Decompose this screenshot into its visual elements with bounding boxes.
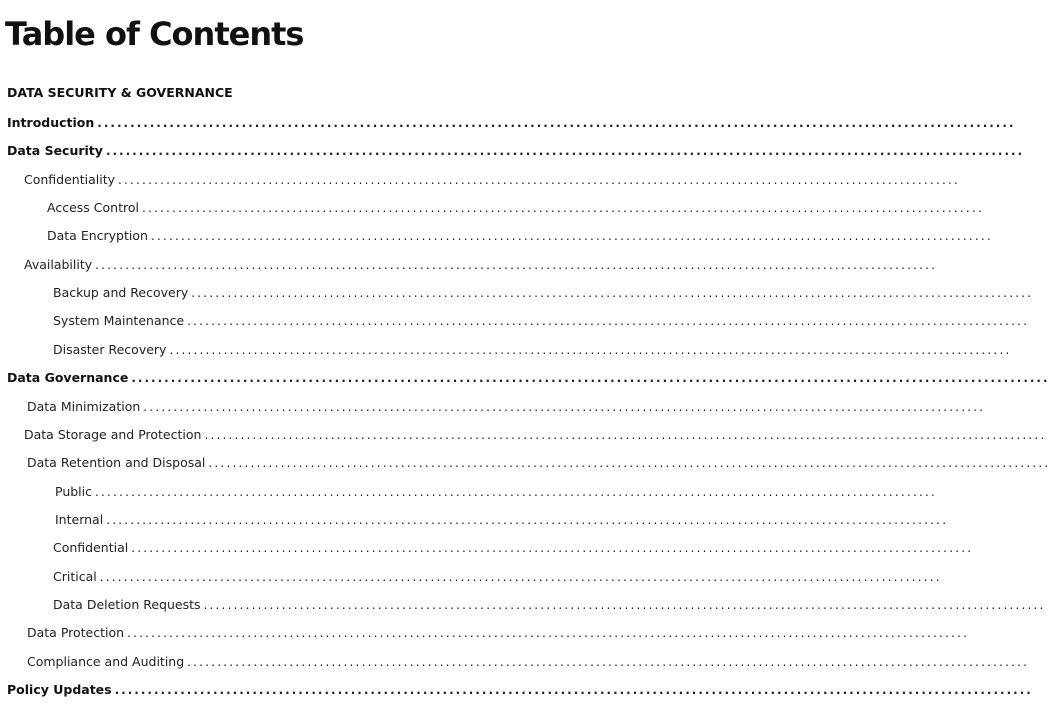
- dot-leader: ............................................................................................................................................: [150, 229, 993, 244]
- toc-entry-label: Data Governance: [7, 370, 129, 386]
- toc-entry-label: Access Control: [47, 200, 139, 216]
- dot-leader: ............................................................................................................................................: [131, 371, 1050, 386]
- toc-entry-label: Disaster Recovery: [53, 341, 167, 357]
- toc-entry-compliance-and-auditing[interactable]: [27, 652, 1030, 672]
- dot-leader: ............................................................................................................................................: [105, 144, 1025, 159]
- page-title: Table of Contents: [5, 15, 304, 53]
- toc-entry-disaster-recovery[interactable]: [53, 340, 1012, 360]
- dot-leader: ............................................................................................................................................: [203, 597, 1046, 612]
- toc-entry-label: Availability: [24, 256, 93, 272]
- toc-entry-data-protection[interactable]: [27, 623, 970, 643]
- toc-entry-data-minimization[interactable]: [27, 397, 986, 417]
- toc-entry-label: Data Deletion Requests: [53, 596, 201, 612]
- toc-entry-data-security[interactable]: [7, 141, 1025, 161]
- toc-entry-label: Introduction: [7, 115, 95, 130]
- toc-entry-data-governance[interactable]: [7, 368, 1050, 388]
- dot-leader: ............................................................................................................................................: [95, 257, 938, 272]
- dot-leader: ............................................................................................................................................: [131, 541, 974, 556]
- toc-entry-label: Confidentiality: [24, 171, 115, 187]
- toc-entry-access-control[interactable]: [47, 198, 984, 218]
- dot-leader: ............................................................................................................................................: [187, 314, 1030, 329]
- toc-entry-label: Public: [55, 483, 92, 499]
- toc-entry-label: Critical: [53, 568, 97, 584]
- dot-leader: ............................................................................................................................................: [97, 116, 1016, 130]
- dot-leader: ............................................................................................................................................: [143, 399, 986, 414]
- dot-leader: ............................................................................................................................................: [118, 172, 961, 187]
- toc-entry-label: Data Security: [7, 143, 103, 159]
- toc-entry-policy-updates[interactable]: [7, 680, 1033, 700]
- section-heading: DATA SECURITY & GOVERNANCE: [7, 85, 233, 100]
- toc-entry-data-storage-and-protection[interactable]: [24, 425, 1047, 445]
- dot-leader: ............................................................................................................................................: [191, 286, 1034, 301]
- toc-entry-introduction[interactable]: [7, 113, 1016, 133]
- toc-entry-label: Data Retention and Disposal: [27, 455, 206, 471]
- toc-entry-label: Policy Updates: [7, 682, 112, 697]
- toc-entry-data-deletion-requests[interactable]: [53, 595, 1046, 615]
- dot-leader: ............................................................................................................................................: [95, 484, 938, 499]
- toc-entry-label: Data Encryption: [47, 228, 148, 244]
- toc-entry-label: Data Minimization: [27, 398, 141, 414]
- toc-entry-label: Backup and Recovery: [53, 285, 189, 301]
- dot-leader: ............................................................................................................................................: [141, 201, 984, 216]
- toc-entry-public[interactable]: [55, 482, 938, 502]
- dot-leader: ............................................................................................................................................: [127, 626, 970, 641]
- toc-entry-backup-and-recovery[interactable]: [53, 283, 1034, 303]
- toc-entry-critical[interactable]: [53, 567, 942, 587]
- toc-entry-data-encryption[interactable]: [47, 226, 993, 246]
- toc-entry-label: Confidential: [53, 540, 129, 556]
- toc-entry-confidentiality[interactable]: [24, 170, 961, 190]
- dot-leader: ............................................................................................................................................: [187, 654, 1030, 669]
- toc-entry-data-retention-and-disposal[interactable]: [27, 453, 1050, 473]
- toc-entry-label: Data Storage and Protection: [24, 426, 202, 442]
- dot-leader: ............................................................................................................................................: [169, 342, 1012, 357]
- toc-entry-label: Compliance and Auditing: [27, 653, 185, 669]
- dot-leader: ............................................................................................................................................: [106, 512, 949, 527]
- toc-entry-internal[interactable]: [55, 510, 949, 530]
- toc-entry-availability[interactable]: [24, 255, 938, 275]
- dot-leader: ............................................................................................................................................: [99, 569, 942, 584]
- dot-leader: ............................................................................................................................................: [208, 456, 1050, 471]
- dot-leader: ............................................................................................................................................: [114, 683, 1033, 697]
- dot-leader: ............................................................................................................................................: [204, 427, 1047, 442]
- toc-entry-system-maintenance[interactable]: [53, 311, 1030, 331]
- toc-entry-label: System Maintenance: [53, 313, 185, 329]
- toc-entry-label: Internal: [55, 511, 104, 527]
- toc-entry-confidential[interactable]: [53, 538, 974, 558]
- toc-entry-label: Data Protection: [27, 625, 125, 641]
